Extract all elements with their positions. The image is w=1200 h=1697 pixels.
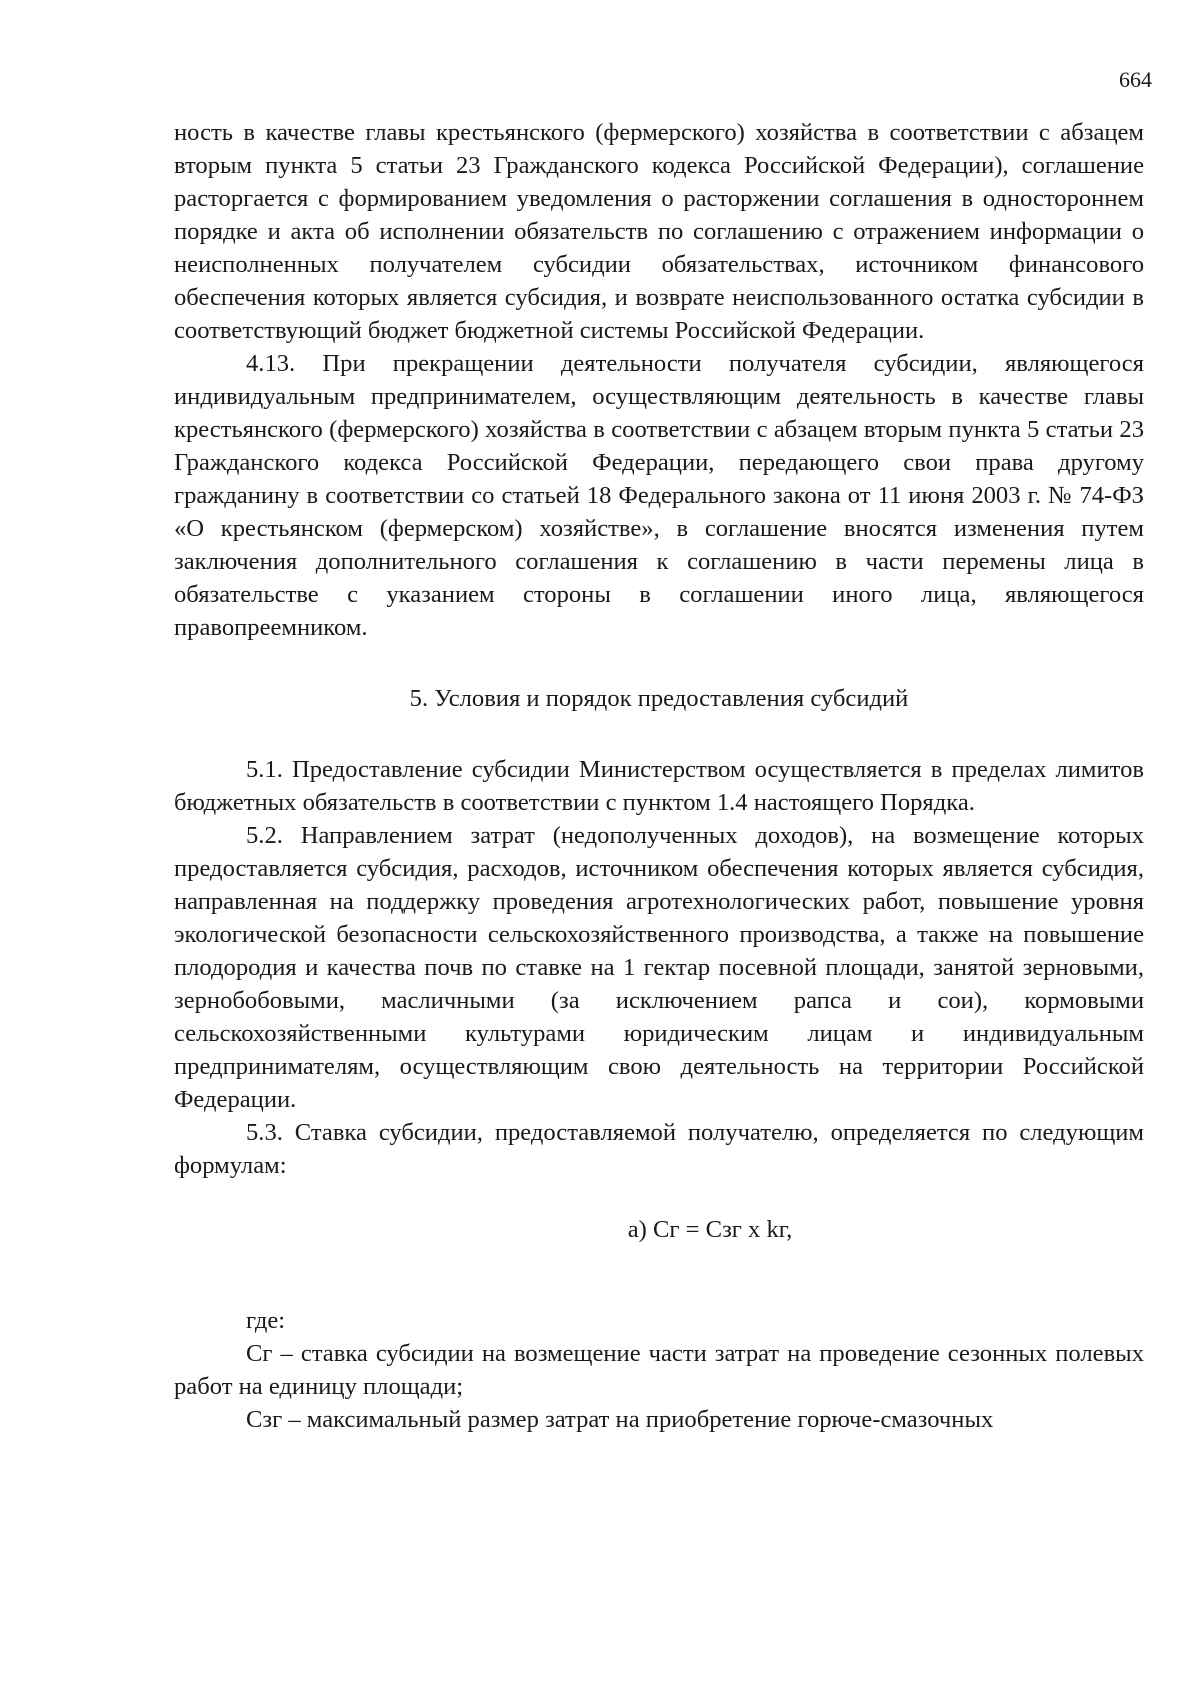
paragraph-continuation: ность в качестве главы крестьянского (фермерского) хозяйства в соответствии с абзацем вторым пункта 5 статьи 23 Гражданского кодекса Российской Федерации), соглашение расторгается с формированием уведомления о расторжении соглашения в одностороннем порядке и акта об исполнении обязательств по соглашению с отражением информации о неисполненных получателем субсидии обязательствах, источником финансового обеспечения которых является субсидия, и возврате неиспользованного остатка субсидии в соответствующий бюджет бюджетной системы Российской Федерации. [174,119,1144,344]
paragraph-5-1: 5.1. Предоставление субсидии Министерством осуществляется в пределах лимитов бюджетных обязательств в соответствии с пунктом 1.4 настоящего Порядка. [174,756,1144,816]
where-label: где: [246,1307,286,1334]
page-number: 664 [1119,67,1152,92]
paragraph-4-13: 4.13. При прекращении деятельности получателя субсидии, являющегося индивидуальным предпринимателем, осуществляющим деятельность в качестве главы крестьянского (фермерского) хозяйства в соответствии с абзацем вторым пункта 5 статьи 23 Гражданского кодекса Российской Федерации, передающего свои права другому гражданину в соответствии со статьей 18 Федерального закона от 11 июня 2003 г. № 74-ФЗ «О крестьянском (фермерском) хозяйстве», в соглашение вносятся изменения путем заключения дополнительного соглашения к соглашению в части перемены лица в обязательстве с указанием стороны в соглашении иного лица, являющегося правопреемником. [174,350,1144,641]
paragraph-5-2: 5.2. Направлением затрат (недополученных доходов), на возмещение которых предоставляется субсидия, расходов, источником обеспечения которых является субсидия, направленная на поддержку проведения агротехнологических работ, повышение уровня экологической безопасности сельскохозяйственного производства, а также на повышение плодородия и качества почв по ставке на 1 гектар посевной площади, занятой зерновыми, зернобобовыми, масличными (за исключением рапса и сои), кормовыми сельскохозяйственными культурами юридическим лицам и индивидуальным предпринимателям, осуществляющим свою деятельность на территории Российской Федерации. [174,822,1144,1113]
definition-szg: Сзг – максимальный размер затрат на приобретение горюче-смазочных [246,1406,994,1433]
section-heading-5: 5. Условия и порядок предоставления субсидий [409,685,909,712]
definition-sg: Сг – ставка субсидии на возмещение части затрат на проведение сезонных полевых работ на единицу площади; [174,1340,1144,1400]
document-body [174,116,1144,1436]
formula-a: а) Сг = Сзг х kг, [627,1216,793,1243]
paragraph-5-3: 5.3. Ставка субсидии, предоставляемой получателю, определяется по следующим формулам: [174,1119,1144,1179]
